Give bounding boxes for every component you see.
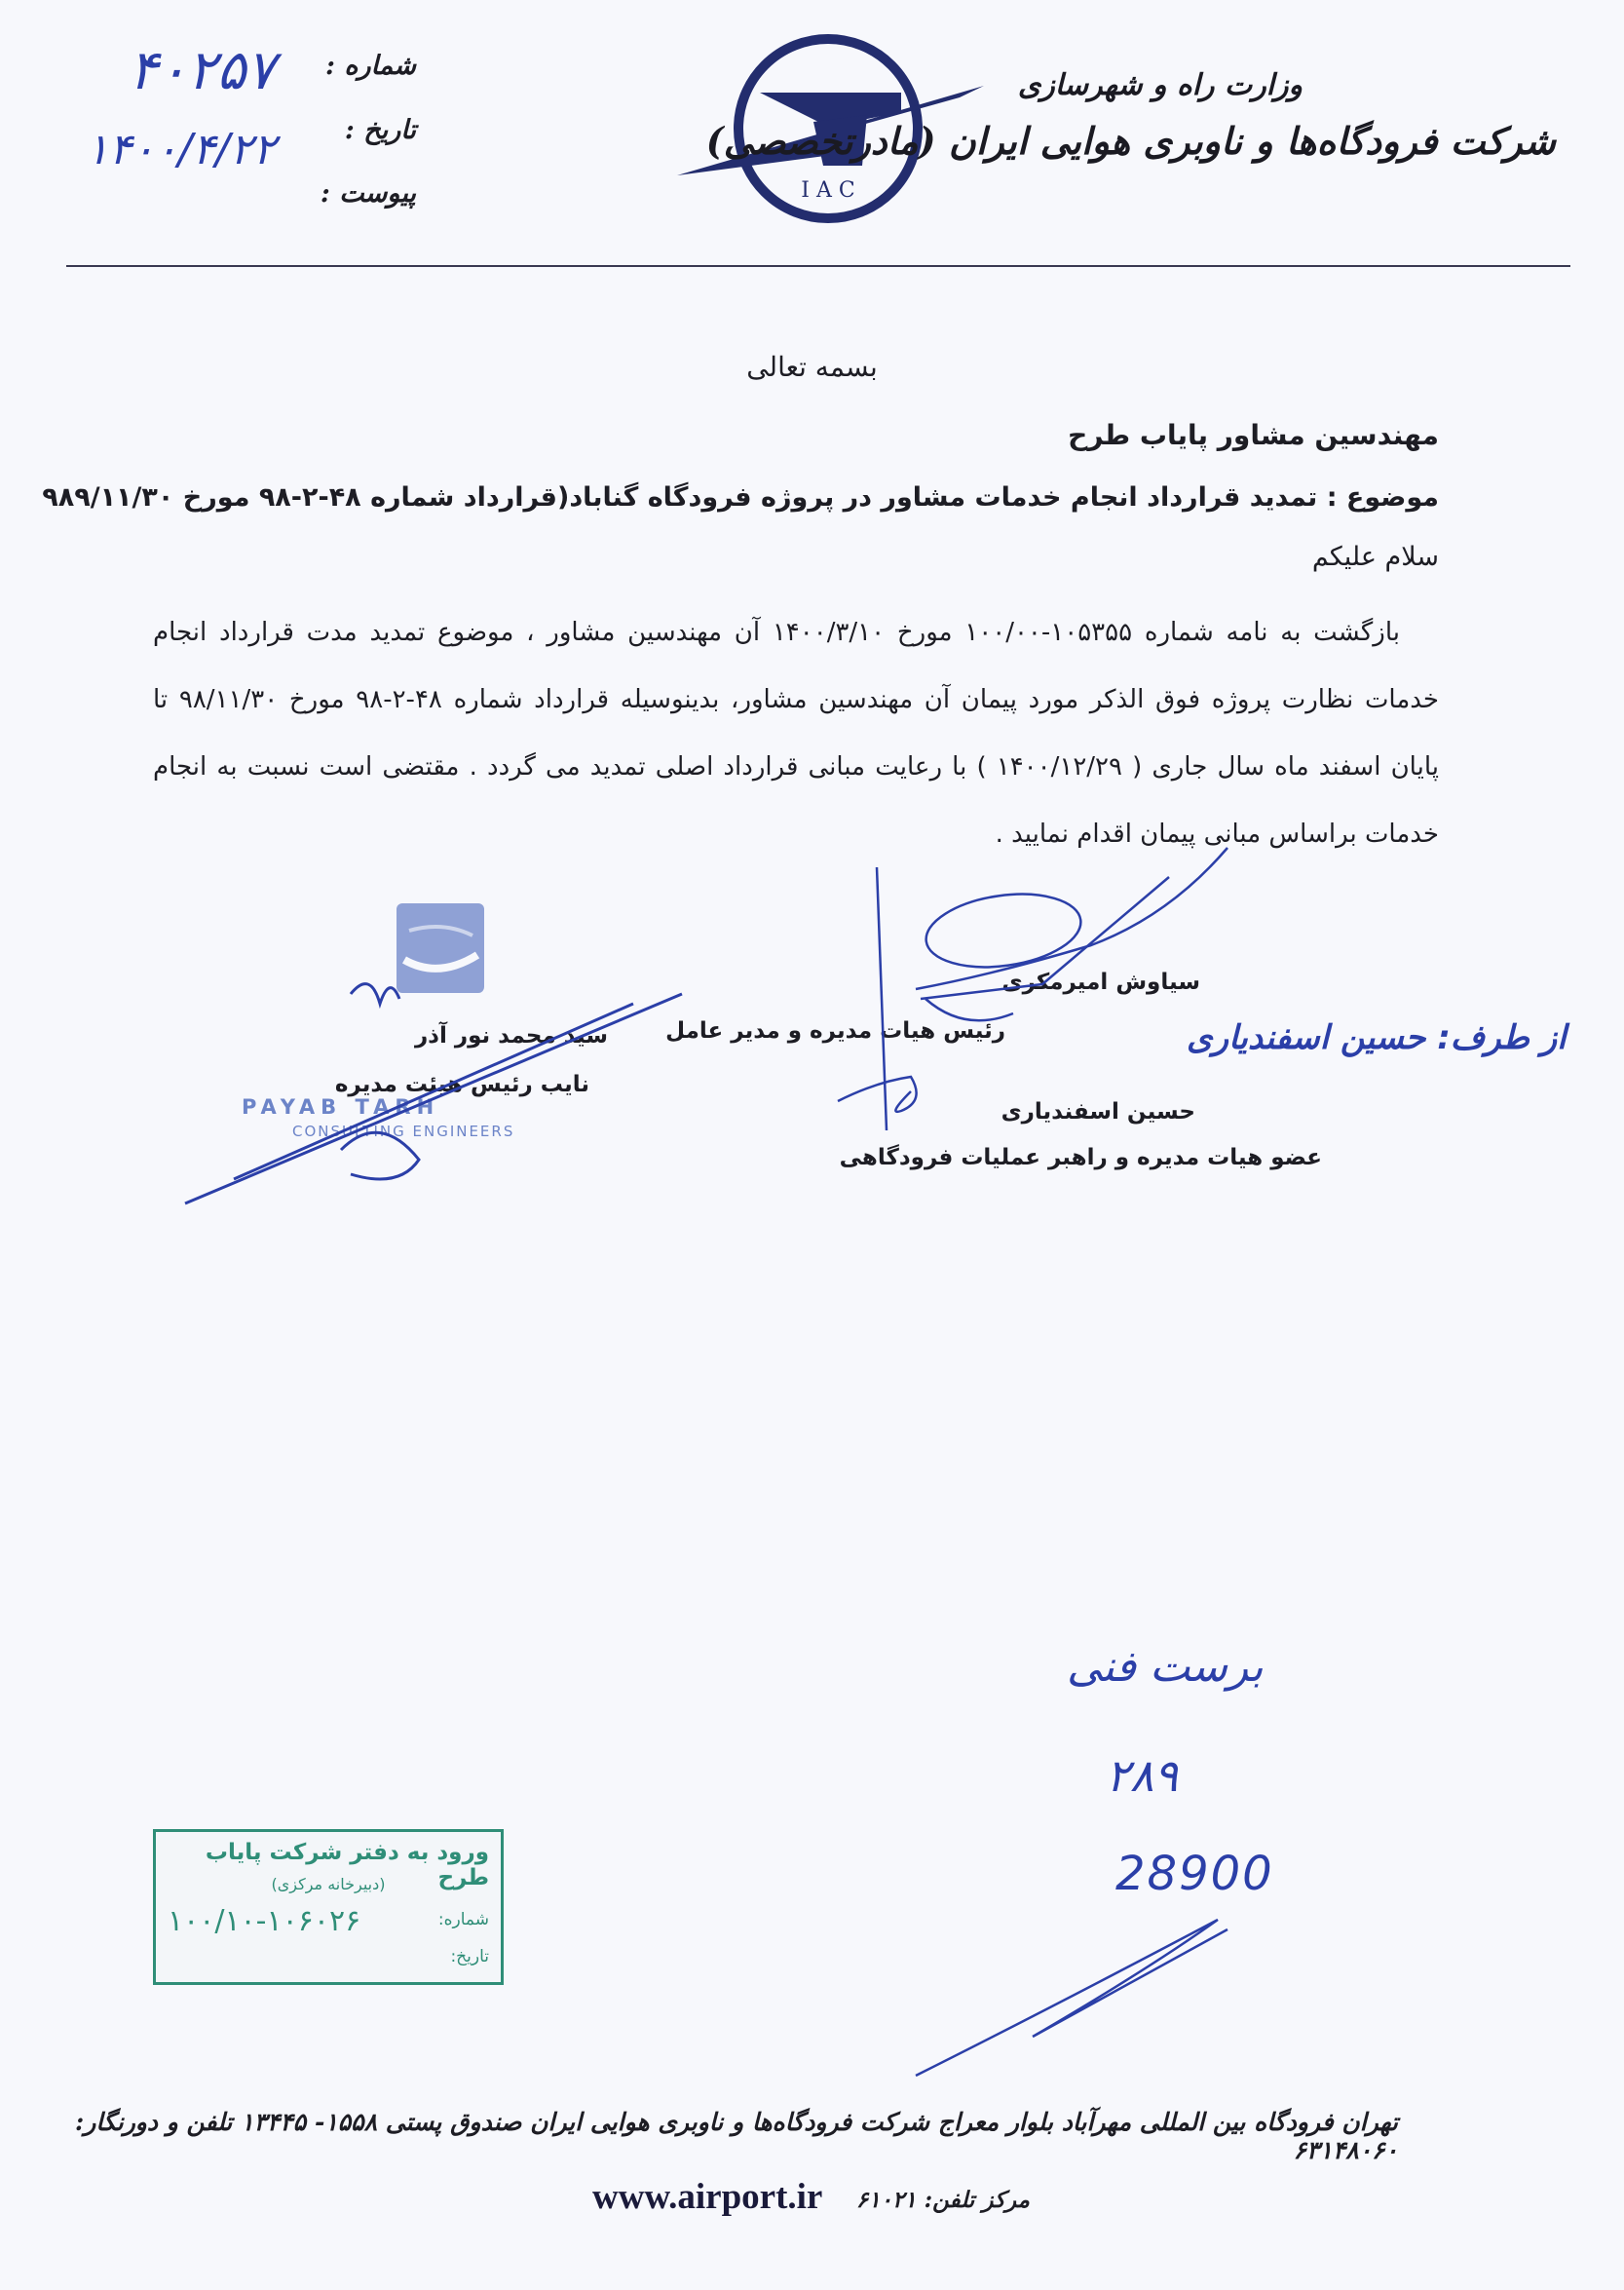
ministry-name: وزارت راه و شهرسازی <box>1017 68 1303 102</box>
handwritten-letter-date: ۱۴۰۰/۴/۲۲ <box>86 125 277 174</box>
signatory-1-name: سیاوش امیرمکری <box>1001 970 1200 995</box>
greeting: سلام علیکم <box>1311 542 1439 572</box>
right-signature-scribble <box>818 838 1305 1208</box>
signatory-2-title: عضو هیات مدیره و راهبر عملیات فرودگاهی <box>839 1145 1322 1170</box>
stamp-number-label: شماره: <box>437 1910 489 1929</box>
signatory-left-title: نایب رئیس هیئت مدیره <box>334 1072 589 1097</box>
seal-english-name: PAYAB TARH <box>242 1095 440 1119</box>
signatory-2-name: حسین اسفندیاری <box>1001 1099 1195 1125</box>
company-name: شرکت فرودگاه‌ها و ناوبری هوایی ایران (مادرتخصصی) <box>705 119 1556 163</box>
number-label: شماره : <box>324 51 416 81</box>
letter-body <box>153 599 1439 868</box>
header-divider <box>66 265 1570 267</box>
recipient: مهندسین مشاور پایاب طرح <box>1068 419 1439 451</box>
signatory-1-title: رئیس هیات مدیره و مدیر عامل <box>665 1018 1005 1044</box>
attachment-label: پیوست : <box>320 178 416 209</box>
invocation: بسمه تعالی <box>746 351 878 383</box>
receipt-stamp <box>153 1829 504 1985</box>
letter-body-text: بازگشت به نامه شماره ۱۰۵۳۵۵-۱۰۰/۰۰ مورخ ۱۴۰۰/۳/۱۰ آن مهندسین مشاور ، موضوع تمدید مدت قرارداد انجام خدمات نظارت پروژه فوق الذکر مورد پیمان آن مهندسین مشاور، بدینوسیله قرارداد شماره ۴۸-۲-۹۸ مورخ ۹۸/۱۱/۳۰ تا پایان اسفند ماه سال جاری ( ۱۴۰۰/۱۲/۲۹ ) با رعایت مبانی قرارداد اصلی تمدید می گردد . مقتضی است نسبت به انجام خدمات براساس مبانی پیمان اقدام نمایید . <box>153 618 1439 849</box>
handwritten-note: برست فنی <box>1067 1642 1264 1692</box>
stamp-number-value: ۱۰۰/۱۰-۱۰۶۰۲۶ <box>168 1904 361 1938</box>
signatory-left-name: سید محمد نور آذر <box>414 1023 608 1049</box>
stamp-title: ورود به دفتر شرکت پایاب طرح <box>205 1840 489 1890</box>
subject-line: موضوع : تمدید قرارداد انجام خدمات مشاور در پروژه فرودگاه گناباد(قرارداد شماره ۴۸-۲-۹۸ مورخ ۹۸۹/۱۱/۳۰ <box>42 482 1439 513</box>
logo-text: I A C <box>801 178 855 203</box>
bottom-signature-scribble <box>906 1900 1237 2085</box>
footer-address: تهران فرودگاه بین المللی مهرآباد بلوار معراج شرکت فرودگاه‌ها و ناوبری هوایی ایران صندوق پستی ۱۵۵۸- ۱۳۴۴۵ تلفن و دورنگار: ۶۳۱۴۸۰۶۰ <box>75 2108 1398 2164</box>
footer-center-phone: مرکز تلفن: ۶۱۰۲۱ <box>855 2187 1030 2213</box>
left-signature-scribble <box>175 965 692 1218</box>
handwritten-number-1: ۲۸۹ <box>1106 1749 1179 1802</box>
footer-website: www.airport.ir <box>592 2177 823 2217</box>
handwritten-number-2: 28900 <box>1115 1847 1274 1901</box>
stamp-date-label: تاریخ: <box>450 1947 489 1966</box>
seal-english-subtitle: CONSULTING ENGINEERS <box>292 1123 515 1140</box>
stamp-subtitle: (دبیرخانه مرکزی) <box>271 1875 386 1893</box>
handwritten-letter-number: ۴۰۲۵۷ <box>129 39 276 102</box>
on-behalf-handwriting: از طرف: حسین اسفندیاری <box>1187 1018 1567 1057</box>
date-label: تاریخ : <box>344 115 416 145</box>
